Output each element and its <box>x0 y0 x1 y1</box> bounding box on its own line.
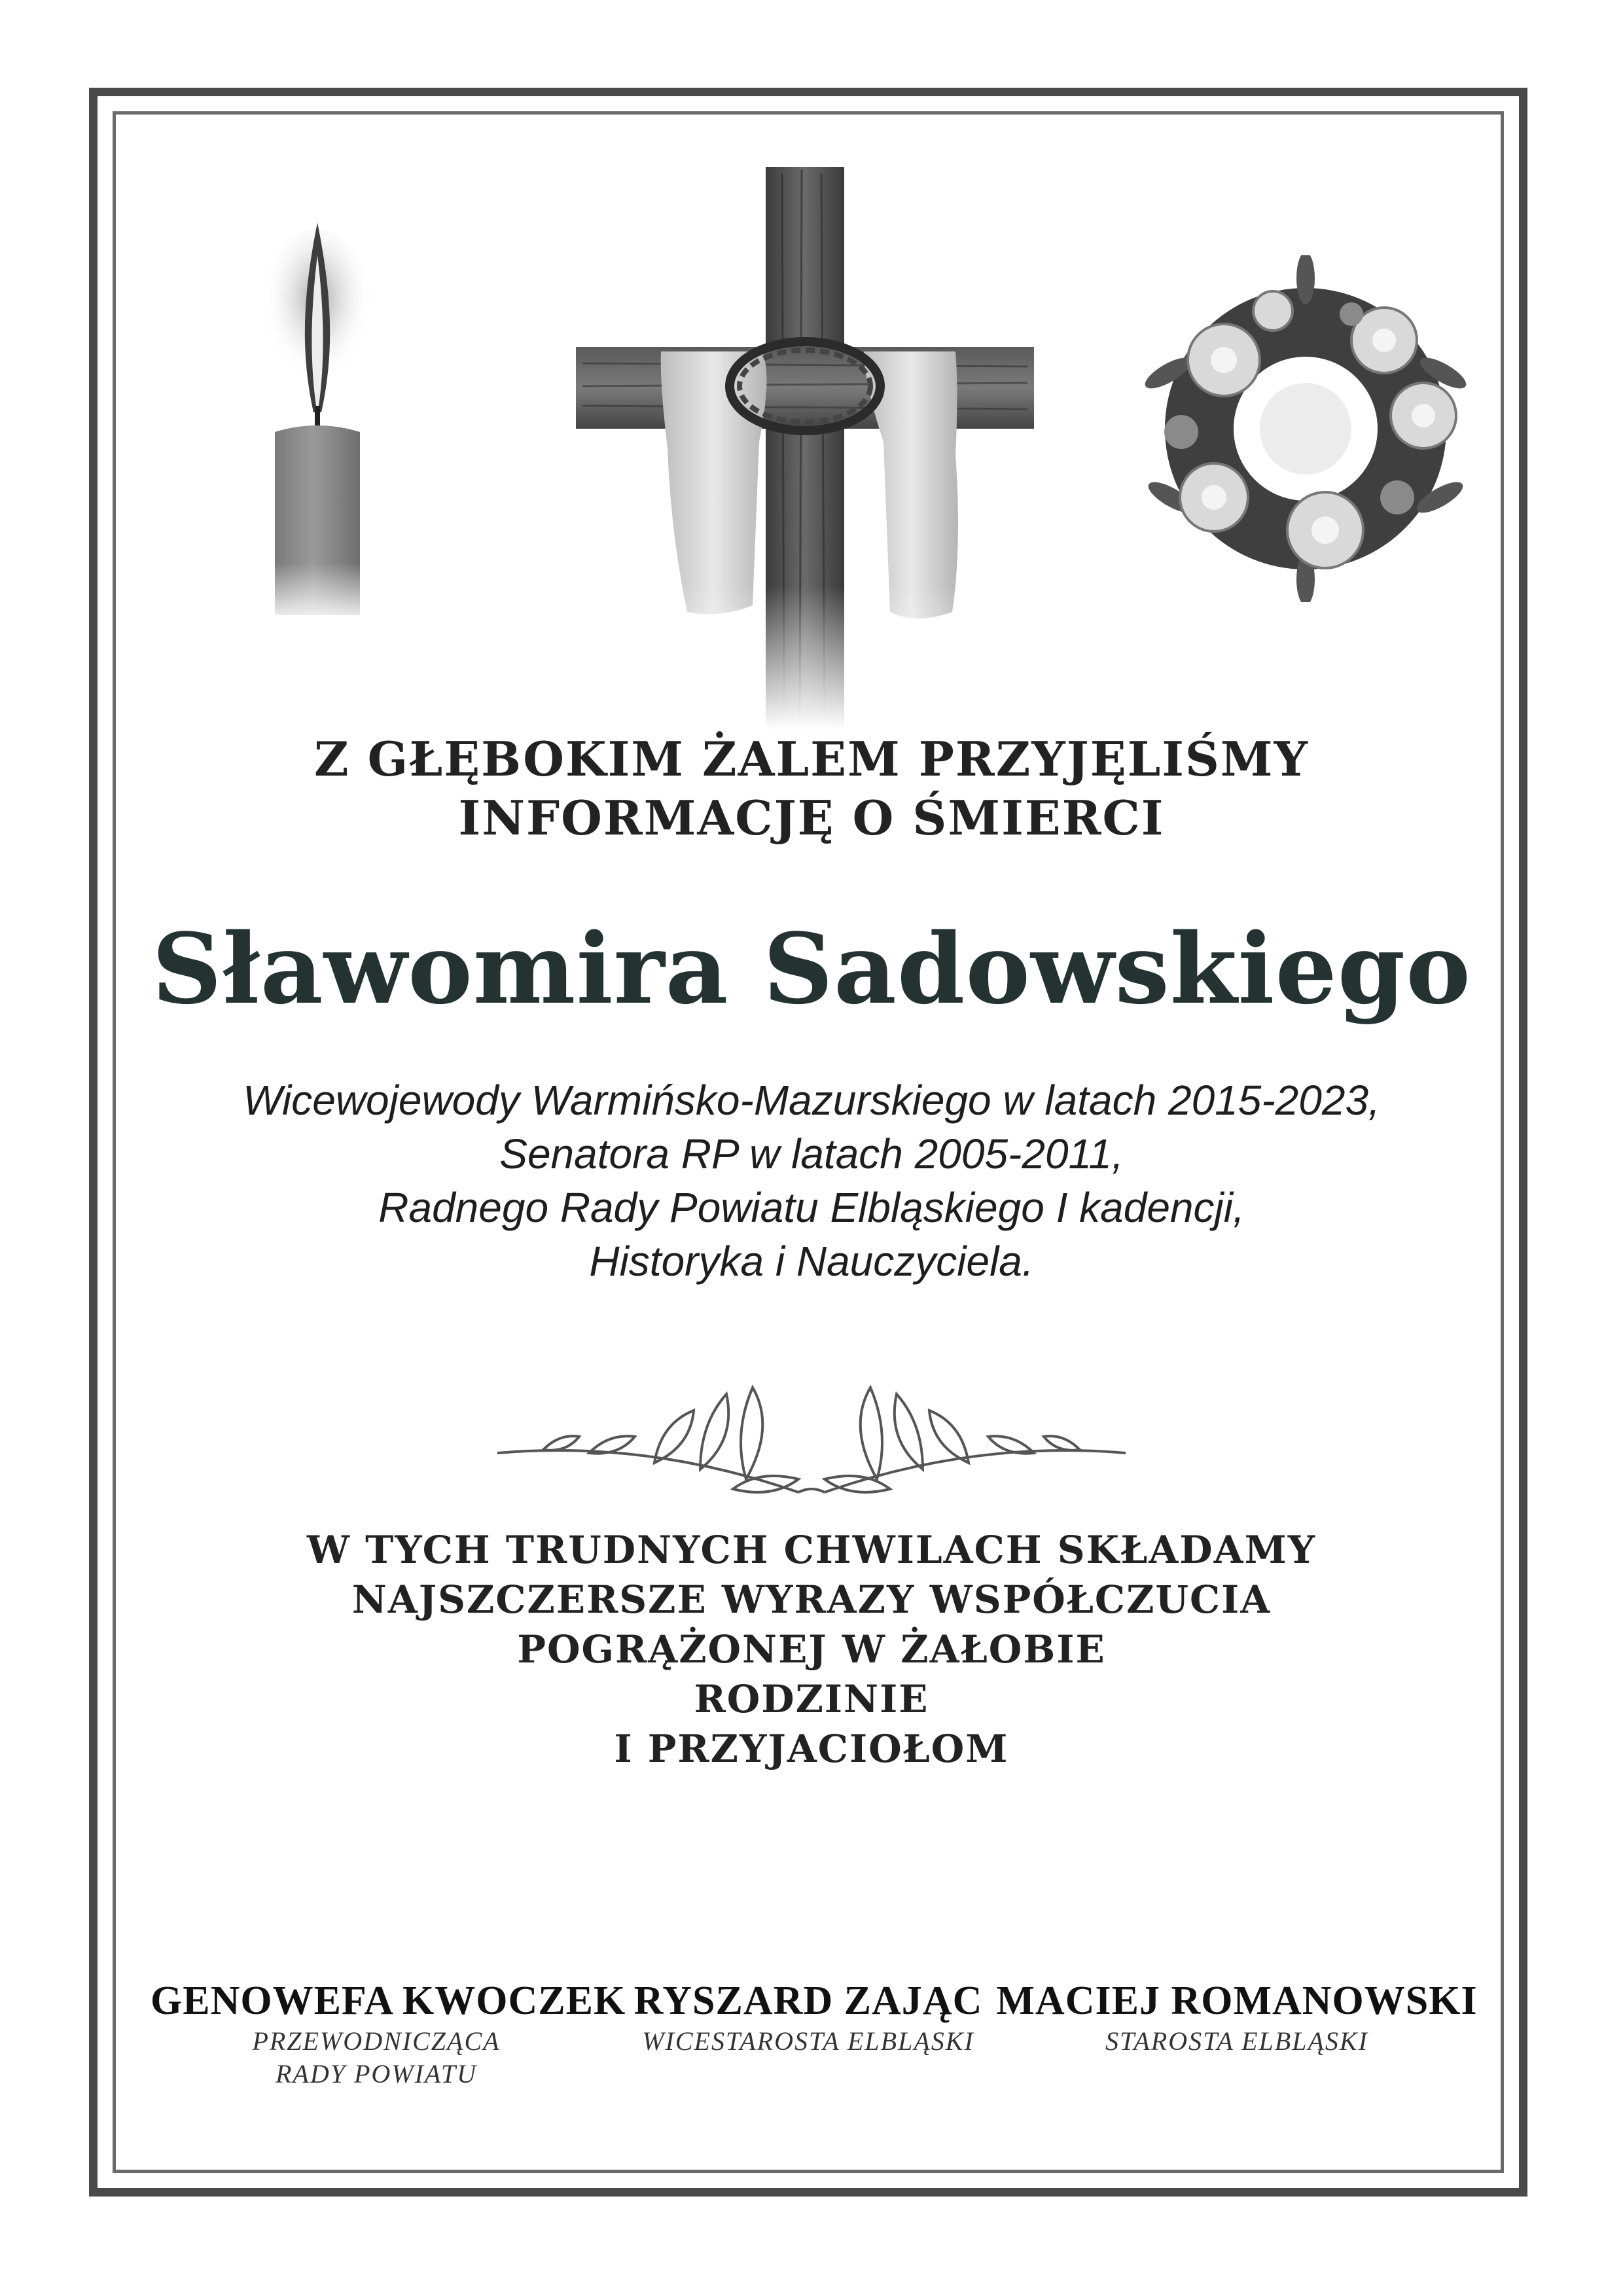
signatory-kwoczek <box>151 1977 626 2090</box>
signatory-title: STAROSTA ELBLĄSKI <box>1105 2026 1368 2056</box>
funeral-wreath-icon <box>1116 255 1495 602</box>
laurel-branch-ornament <box>484 1355 1139 1525</box>
signatory-name: MACIEJ ROMANOWSKI <box>996 1979 1478 2023</box>
signatory-zajac <box>628 1977 988 2058</box>
signatory-title: WICESTAROSTA ELBLĄSKI <box>642 2026 974 2056</box>
signatory-romanowski <box>995 1977 1479 2058</box>
condolence-line: RODZINIE <box>694 1677 929 1721</box>
condolence-line: POGRĄŻONEJ W ŻAŁOBIE <box>517 1627 1106 1672</box>
condolences-block <box>0 1525 1623 1774</box>
cross-with-shroud-icon <box>576 167 1034 730</box>
header-line-1: Z GŁĘBOKIM ŻALEM PRZYJĘLIŚMY <box>313 731 1309 787</box>
deceased-name: Sławomira Sadowskiego <box>152 912 1471 1026</box>
roles-list <box>0 1073 1623 1288</box>
role-line: Historyka i Nauczyciela. <box>589 1238 1034 1285</box>
signatory-name: GENOWEFA KWOCZEK <box>151 1979 626 2023</box>
header-line-2: INFORMACJĘ O ŚMIERCI <box>458 790 1165 846</box>
signatory-title-line-2: RADY POWIATU <box>275 2059 478 2089</box>
condolence-line: I PRZYJACIOŁOM <box>614 1727 1009 1771</box>
candle-icon <box>259 216 376 628</box>
role-line: Radnego Rady Powiatu Elbląskiego I kadencji, <box>378 1184 1245 1231</box>
condolence-line: W TYCH TRUDNYCH CHWILACH SKŁADAMY <box>306 1528 1317 1572</box>
role-line: Wicewojewody Warmińsko-Mazurskiego w latach 2015-2023, <box>243 1077 1380 1124</box>
signatory-name: RYSZARD ZAJĄC <box>633 1979 983 2023</box>
role-line: Senatora RP w latach 2005-2011, <box>499 1130 1124 1177</box>
signatory-title: PRZEWODNICZĄCA <box>252 2026 501 2056</box>
condolence-line: NAJSZCZERSZE WYRAZY WSPÓŁCZUCIA <box>351 1577 1272 1622</box>
